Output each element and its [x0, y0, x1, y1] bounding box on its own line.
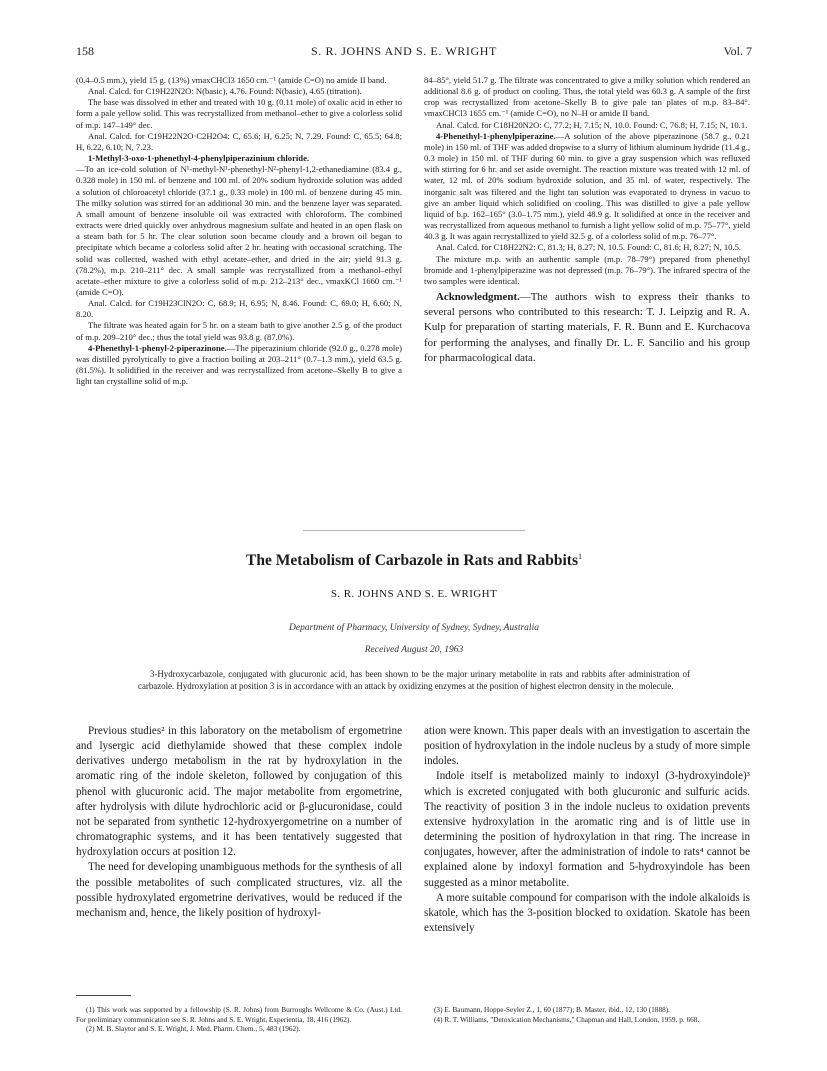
article-authors: S. R. JOHNS AND S. E. WRIGHT	[330, 588, 498, 600]
acknowledgment-text: —The authors wish to express their thanks to several persons who contributed to this research: T. J. Leipzig and R. A. Kulp for preparation of starting materials, F. R. Bunn and E. Kurchacova for performing the analyses, and finally Dr. L. F. Sancilio and his group for pharmacological data.	[424, 290, 750, 364]
footnote: (4) R. T. Williams, "Detoxication Mechanisms," Chapman and Hall, London, 1959, p. 668.	[434, 1014, 700, 1024]
paragraph: ation were known. This paper deals with an investigation to ascertain the position of hydroxylation in the indole nucleus by a study of more simple indoles.	[424, 725, 750, 768]
paragraph: —The piperazinium chloride (92.0 g., 0.278 mole) was distilled pyrolytically to give a fraction boiling at 203–211° (0.7–1.3 mm.), yield 63.5 g. (81.5%). It solidified in the receiver and was recrystallized from acetone–Skelly B to give a light tan crystalline solid of m.p.	[76, 342, 402, 387]
paragraph: —To an ice-cold solution of N¹-methyl-N¹-phenethyl-N²-phenyl-1,2-ethanediamine (83.4 g., 0.328 mole) in 150 ml. of benzene and 100 ml. of 20% sodium hydroxide solution was added a solution of chloroacetyl chloride (37.1 g., 0.33 mole) in 100 ml. of benzene during 45 min. The milky solution was stirred for an additional 30 min. and the benzene layer was separated. A small amount of benzene insoluble oil was extracted with chloroform. The combined extracts were dried quickly over anhydrous magnesium sulfate and heated in an open flask on a steam bath for 5 hr. The clear solution soon became cloudy and a brown oil began to precipitate which became a colorless solid after 2 hr. heating with occasional scratching. The solid was collected, washed with ethyl acetate–ether, and dried in the air; yield 91.3 g. (78.2%), m.p. 210–211° dec. A small sample was recrystallized from a methanol–ethyl acetate–ether mixture to give a colorless solid of m.p. 212–213° dec., νmaxKCl 1660 cm.⁻¹ (amide C=O).	[76, 164, 402, 297]
received-date: Received August 20, 1963	[364, 645, 464, 655]
page-number: 158	[76, 44, 94, 58]
paragraph: The need for developing unambiguous methods for the synthesis of all the possible metabolites of such complicated structures, viz. all the possible hydroxylated ergometrine derivatives, would be reduced if the mechanism and, hence, the likely position of hydroxyl-	[76, 861, 402, 919]
experimental-column-left	[76, 75, 402, 387]
title-footnote-marker: 1	[577, 552, 582, 561]
body-column-right	[424, 724, 750, 936]
footnotes-right	[424, 1005, 750, 1024]
paragraph: (0.4–0.5 mm.), yield 15 g. (13%) νmaxCHCl3 1650 cm.⁻¹ (amide C=O) no amide II band.	[76, 75, 387, 85]
volume-label: Vol. 7	[723, 44, 752, 58]
footnote: (3) E. Baumann, Hoppe-Seyler Z., 1, 60 (1877); B. Master, ibid., 12, 130 (1888).	[434, 1005, 671, 1014]
abstract: 3-Hydroxycarbazole, conjugated with glucuronic acid, has been shown to be the major urinary metabolite in rats and rabbits after administration of carbazole. Hydroxylation at position 3 is in accordance with an attack by oxidizing enzymes at the position of highest electron density in the molecule.	[138, 669, 690, 691]
paragraph: The mixture m.p. with an authentic sample (m.p. 78–79°) prepared from phenethyl bromide and 1-phenylpiperazine was not depressed (m.p. 76–79°). The infrared spectra of the two samples were identical.	[424, 253, 750, 286]
paragraph: The base was dissolved in ether and treated with 10 g. (0.11 mole) of oxalic acid in ether to form a pale yellow solid. This was recrystallized from methanol–ether to give a colorless solid of m.p. 147–149° dec.	[76, 97, 402, 130]
footnote-rule	[76, 995, 131, 996]
article-title	[76, 552, 752, 570]
paragraph: Anal. Calcd. for C19H23ClN2O: C, 68.9; H, 6.95; N, 8.46. Found: C, 69.0; H, 6.60; N, 8.20.	[76, 298, 402, 320]
compound-heading: 4-Phenethyl-1-phenyl-2-piperazinone.	[88, 342, 227, 353]
paragraph: Anal. Calcd. for C18H22N2: C, 81.3; H, 8.27; N, 10.5. Found: C, 81.6; H, 8.27; N, 10.5.	[436, 242, 742, 253]
paragraph: Previous studies² in this laboratory on the metabolism of ergometrine and lysergic acid diethylamide showed that these complex indole derivatives undergo metabolism in the rat by hydroxylation in the aromatic ring of the indole skeleton, followed by conjugation of this phenol with glucuronic acid. The major metabolite from ergometrine, after hydrolysis with dilute hydrochloric acid or β-glucuronidase, could not be separated from synthetic 12-hydroxyergometrine on a number of chromatographic systems, and it has been tentatively suggested that hydroxylation occurs at position 12.	[76, 725, 402, 859]
experimental-column-right	[424, 75, 750, 366]
compound-heading: 1-Methyl-3-oxo-1-phenethyl-4-phenylpiperazinium chloride.	[88, 153, 310, 164]
title-text: The Metabolism of Carbazole in Rats and Rabbits	[246, 552, 578, 570]
paragraph: Anal. Calcd. for C19H22N2O·C2H2O4: C, 65.6; H, 6.25; N, 7.29. Found: C, 65.5; 64.8; H, 6.22, 6.10; N, 7.23.	[76, 130, 402, 152]
compound-heading: 4-Phenethyl-1-phenylpiperazine.	[436, 130, 556, 141]
paragraph: A more suitable compound for comparison with the indole alkaloids is skatole, which has the 3-position blocked to oxidation. Skatole has been extensively	[424, 891, 750, 935]
section-divider	[303, 530, 525, 531]
acknowledgment-heading: Acknowledgment.	[436, 290, 520, 303]
footnote: (2) M. B. Slaytor and S. E. Wright, J. Med. Pharm. Chem., 5, 483 (1962).	[86, 1024, 301, 1034]
paragraph: The filtrate was heated again for 5 hr. on a steam bath to give another 2.5 g. of the product of m.p. 209–210° dec.; thus the total yield was 93.8 g. (87.0%).	[76, 320, 402, 342]
paragraph: Indole itself is metabolized mainly to indoxyl (3-hydroxyindole)³ which is excreted conjugated with both glucuronic and sulfuric acids. The reactivity of position 3 in the indole nucleus to oxidation prevents extensive hydroxylation in the aromatic ring and is of little use in determining the position of hydroxylation in that ring. The increase in conjugates, however, after the administration of indole to rats⁴ cannot be explained alone by indoxyl formation and 5-hydroxyindole has been suggested as a minor metabolite.	[424, 770, 750, 889]
footnotes-left	[76, 1005, 402, 1034]
footnote: (1) This work was supported by a fellowship (S. R. Johns) from Burroughs Wellcome & Co. (Aust.) Ltd. For preliminary communication see S. R. Johns and S. E. Wright, Experientia, 18, 416 (1962).	[76, 1005, 402, 1024]
body-column-left	[76, 724, 402, 921]
paragraph: 84–85°, yield 51.7 g. The filtrate was concentrated to give a milky solution which rendered an additional 8.6 g. of product on cooling. Thus, the total yield was 60.3 g. A sample of the first crop was recrystallized from acetone–Skelly B to give pale tan plates of m.p. 83–84°. νmaxCHCl3 1655 cm.⁻¹ (amide C=O), no N–H or amide II band.	[424, 75, 750, 119]
paragraph: —A solution of the above piperazinone (58.7 g., 0.21 mole) in 150 ml. of THF was added dropwise to a slurry of lithium aluminum hydride (11.4 g., 0.3 mole) in 150 ml. of THF during 60 min. to give a gray suspension which was refluxed with stirring for 6 hr. and set aside overnight. The reaction mixture was treated with 12 ml. of water, 12 ml. of 20% sodium hydroxide solution, and 35 ml. of water, respectively. The inorganic salt was filtered and the light tan solution was evaporated to dryness in vacuo to give an amber liquid which solidified on cooling. This was distilled to give a pale yellow liquid of b.p. 162–165° (3.0–1.75 mm.), yield 48.9 g. It solidified at once in the receiver and was recrystallized from aqueous methanol to furnish a light yellow solid of m.p. 75–77°, yield 40.3 g. It was again recrystallized to yield 32.5 g. of a colorless solid of m.p. 76–77°.	[424, 130, 750, 242]
article-affiliation: Department of Pharmacy, University of Sydney, Sydney, Australia	[289, 623, 539, 633]
paragraph: Anal. Calcd. for C19H22N2O: N(basic), 4.76. Found: N(basic), 4.65 (titration).	[88, 86, 362, 97]
page-header	[76, 44, 752, 58]
paragraph: Anal. Calcd. for C18H20N2O: C, 77.2; H, 7.15; N, 10.0. Found: C, 76.8; H, 7.15; N, 10.1.	[436, 119, 748, 130]
running-title: S. R. JOHNS AND S. E. WRIGHT	[311, 44, 497, 58]
